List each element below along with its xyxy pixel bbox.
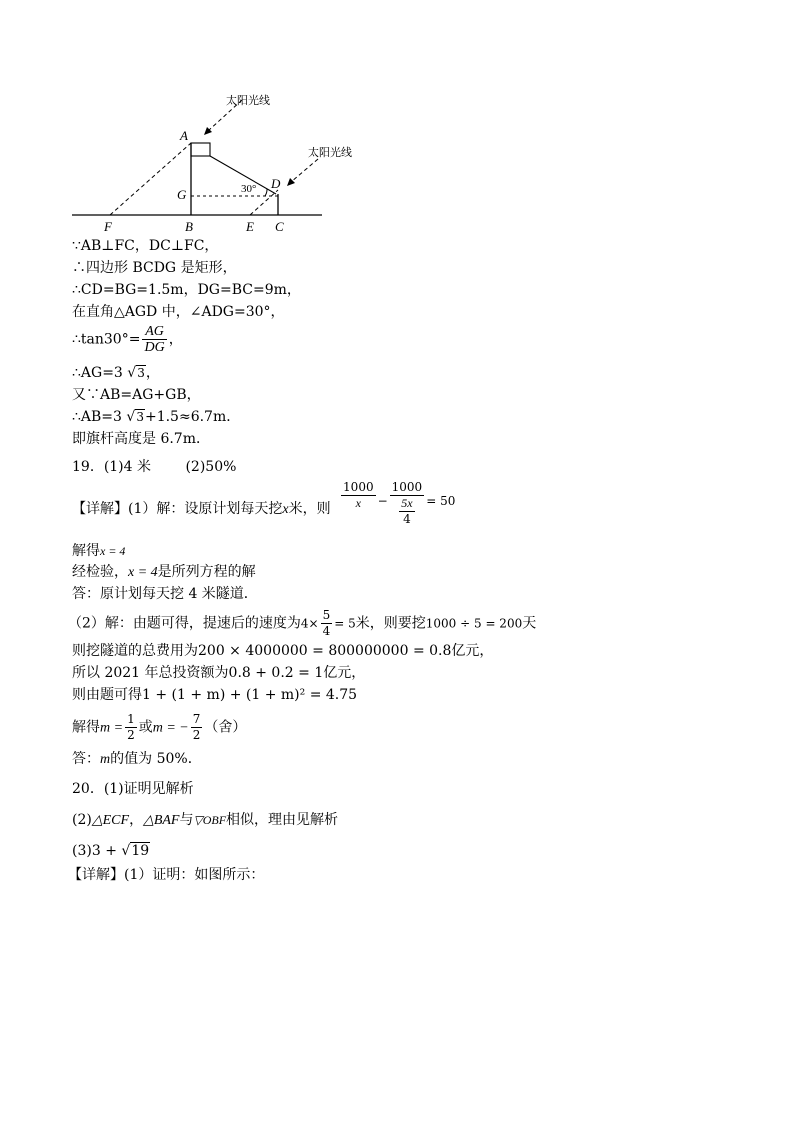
q20-part3: (3)3 + √19 <box>72 843 150 859</box>
q19-part2: (2)50% <box>185 459 237 475</box>
proof-line-tan <box>72 324 183 355</box>
label-D: D <box>271 176 281 191</box>
q19-minus: − <box>377 494 388 508</box>
label-C: C <box>275 219 284 234</box>
q20-p2-t2: △BAF <box>143 813 180 828</box>
label-G: G <box>177 187 187 202</box>
q19-total-expr: 0.8 + 0.2 = 1 <box>228 665 324 681</box>
proof-line-2: ∴四边形 BCDG 是矩形， <box>72 260 237 276</box>
q19-detail <box>72 480 455 527</box>
q19-p2-expr2: 1000 ÷ 5 = 200 <box>425 616 523 631</box>
q20-p2-sep: ， <box>129 812 144 828</box>
q20-p2-t1: △ECF <box>91 813 130 828</box>
q19-sol2-f1n: 1 <box>127 712 135 726</box>
label-A: A <box>180 128 188 143</box>
tan-num: AG <box>142 324 166 340</box>
label-sun-1: 太阳光线 <box>226 95 270 107</box>
q19-total <box>72 664 365 682</box>
q20-detail: 【详解】(1）证明：如图所示： <box>68 867 265 883</box>
q19-p2-fden: 4 <box>322 624 331 638</box>
q20-p2-post: 相似，理由见解析 <box>226 812 339 828</box>
q19-part2-solution <box>68 608 536 639</box>
q19-solve-eq: x = 4 <box>100 544 126 558</box>
q19-sol2-m: m = <box>100 720 124 736</box>
q19-frac1-den: x <box>355 496 361 510</box>
q19-sol2-frac2 <box>191 712 203 743</box>
q19-eq2-pre: 则由题可得 <box>72 687 142 703</box>
q19-cost-post: 亿元， <box>451 643 494 659</box>
q19-cost <box>72 642 493 660</box>
proof-line-3: ∴CD=BG=1.5m，DG=BC=9m， <box>72 282 301 298</box>
label-sun-2: 太阳光线 <box>308 147 352 159</box>
tan-prefix: ∴tan30°= <box>72 331 141 348</box>
q20-p2-t3: ▽OBF <box>193 813 227 827</box>
q19-ans2-pre: 答： <box>72 751 100 767</box>
q19-sol2-f1d: 2 <box>127 728 135 742</box>
tan-fraction <box>142 324 166 355</box>
q19-eq2-expr: 1 + (1 + m) + (1 + m)² = 4.75 <box>142 687 358 703</box>
q19-frac1 <box>341 480 376 511</box>
q19-cost-expr: 200 × 4000000 = 800000000 = 0.8 <box>198 643 452 659</box>
q19-p2-mid: = 5 <box>334 616 356 631</box>
ab-radicand: 3 <box>136 410 144 424</box>
q19-part1: 19．(1)4 米 <box>72 459 152 475</box>
q19-solution-2 <box>72 712 246 743</box>
angle-arc <box>265 189 267 196</box>
ag-post: ， <box>145 365 160 381</box>
q19-check-pre: 经检验， <box>72 564 128 580</box>
q19-p2-mid2: 米，则要挖 <box>355 615 426 632</box>
ag-prefix: ∴AG=3 <box>72 365 123 381</box>
proof-line-9: 即旗杆高度是 6.7m． <box>72 431 210 447</box>
q19-sol2-pre: 解得 <box>72 719 100 736</box>
q19-sol2-frac1 <box>125 712 137 743</box>
q19-p2-expr: 4× <box>300 616 319 631</box>
q20-p3-radicand: 19 <box>131 843 150 859</box>
q19-frac2-den-den: 4 <box>403 512 411 526</box>
q19-check <box>72 563 256 582</box>
q20-p3-pre: (3) <box>72 843 92 859</box>
tan-den: DG <box>144 340 165 355</box>
proof-line-4: 在直角△AGD 中，∠ADG=30°， <box>72 304 285 320</box>
q19-total-post: 亿元， <box>323 665 366 681</box>
q19-sol2-or: 或 <box>138 719 153 736</box>
q19-check-eq: x = 4 <box>128 565 158 580</box>
q19-header <box>72 458 236 476</box>
q19-detail-text: 【详解】(1）解：设原计划每天挖 <box>72 501 283 517</box>
label-B: B <box>185 219 193 234</box>
sun-ray-AF <box>110 143 191 215</box>
label-F: F <box>104 219 112 234</box>
q19-answer-1: 答：原计划每天挖 4 米隧道． <box>72 586 258 602</box>
q19-p2-fnum: 5 <box>322 608 331 622</box>
tan-post: ， <box>168 331 183 348</box>
q19-sol2-f2d: 2 <box>192 728 201 742</box>
q19-detail-text2: 米，则 <box>288 501 331 517</box>
q19-p2-frac <box>321 608 333 639</box>
q19-ans2-m: m <box>100 752 111 767</box>
q19-p2-pre: （2）解：由题可得，提速后的速度为 <box>68 615 301 632</box>
ag-radicand: 3 <box>137 366 145 380</box>
label-E: E <box>246 219 254 234</box>
proof-line-1: ∵AB⊥FC，DC⊥FC， <box>72 238 219 254</box>
q19-frac2 <box>390 480 425 527</box>
sunlight-geometry-diagram <box>60 88 360 238</box>
q19-frac2-num: 1000 <box>391 480 423 494</box>
q19-equation-2 <box>72 686 357 704</box>
q19-sol2-f2n: 7 <box>192 712 201 726</box>
q19-cost-pre: 则挖隧道的总费用为 <box>72 643 198 659</box>
q19-solve <box>72 542 125 560</box>
label-30deg: 30° <box>241 183 257 195</box>
q19-frac2-den-num: 5x <box>401 496 413 510</box>
proof-line-ab: ∴AB=3 √3+1.5≈6.7m． <box>72 409 241 425</box>
q19-total-pre: 所以 2021 年总投资额为 <box>72 665 229 681</box>
q19-sol2-m2: m = − <box>152 720 189 736</box>
q19-frac1-num: 1000 <box>343 480 374 494</box>
flag-box <box>191 143 210 156</box>
q20-p2-and: 与 <box>179 812 194 828</box>
sun-ray-right <box>291 159 318 182</box>
ab-prefix: ∴AB=3 <box>72 409 122 425</box>
proof-line-ag: ∴AG=3 √3， <box>72 365 160 381</box>
q19-check-post: 是所列方程的解 <box>157 564 256 580</box>
q19-sol2-post: （舍） <box>204 719 247 736</box>
proof-line-7: 又∵AB=AG+GB， <box>72 387 201 403</box>
q20-p2-pre: (2) <box>72 812 92 828</box>
q19-ans2-post: 的值为 50%． <box>110 751 202 767</box>
q19-answer-2 <box>72 750 202 769</box>
ab-post: +1.5≈6.7m． <box>144 409 241 425</box>
q20-p3-expr: 3 + <box>91 843 117 859</box>
q20-part2 <box>72 811 338 830</box>
q19-frac2-den <box>390 496 425 527</box>
q19-p2-end: 天 <box>522 615 537 632</box>
q19-equals-50: = 50 <box>426 494 456 508</box>
q20-header: 20．(1)证明见解析 <box>72 781 194 797</box>
q19-var-x: x <box>282 502 289 517</box>
q19-solve-pre: 解得 <box>72 543 100 559</box>
